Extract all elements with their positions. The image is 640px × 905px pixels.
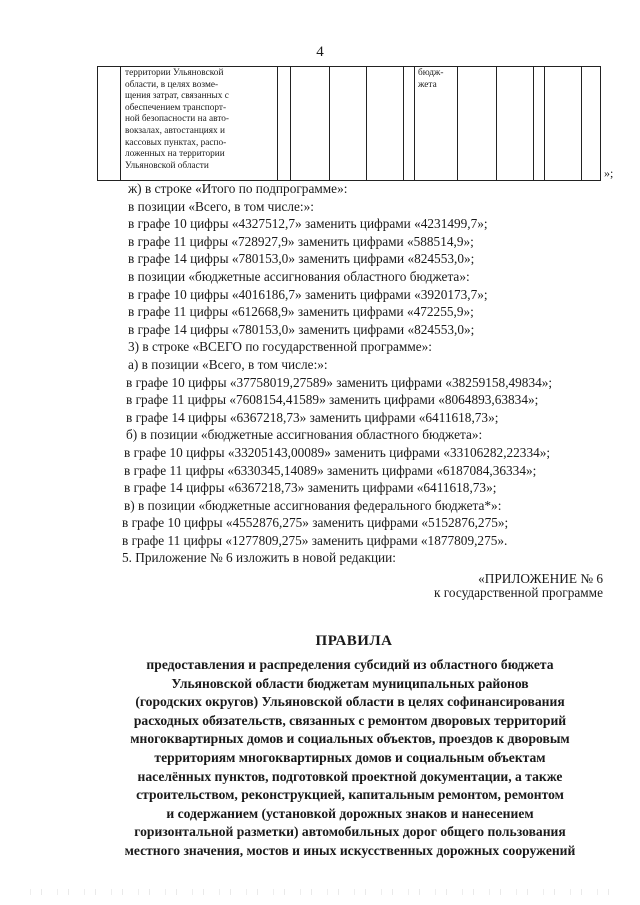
text-line: в графе 11 цифры «612668,9» заменить цифрами «472255,9»;: [128, 304, 474, 320]
table-row: [98, 67, 601, 181]
description-line: области, в целях возме-: [125, 79, 219, 90]
table-cell-description: [121, 67, 278, 181]
subtitle-line: и содержанием (установкой дорожных знаков и нанесением: [166, 805, 534, 821]
appendix-to-program: к государственной программе: [433, 585, 603, 600]
program-table-fragment: [97, 66, 601, 181]
text-line: в графе 11 цифры «728927,9» заменить цифрами «588514,9»;: [128, 233, 474, 249]
text-line: 3) в строке «ВСЕГО по государственной программе»:: [128, 339, 432, 355]
description-line: Ульяновской области: [125, 160, 209, 171]
description-line: щения затрат, связанных с: [125, 91, 229, 102]
text-line: в графе 10 цифры «33205143,00089» заменить цифрами «33106282,22334»;: [124, 444, 551, 460]
text-line: в графе 11 цифры «1277809,275» заменить цифрами «1877809,275».: [122, 532, 508, 548]
text-line: в позиции «Всего, в том числе:»:: [128, 198, 314, 214]
budget-line: бюдж-: [418, 68, 444, 78]
page-number: 4: [316, 44, 324, 60]
table-cell-budget: [415, 67, 458, 181]
text-line: ж) в строке «Итого по подпрограмме»:: [128, 181, 348, 196]
table-cell-empty: [278, 67, 291, 181]
table-cell-empty: [367, 67, 404, 181]
text-line: в графе 14 цифры «6367218,73» заменить цифрами «6411618,73»;: [126, 409, 499, 425]
table-cell-empty: [534, 67, 545, 181]
text-line: 5. Приложение № 6 изложить в новой редакции:: [122, 550, 396, 566]
text-line: б) в позиции «бюджетные ассигнования областного бюджета»:: [126, 427, 483, 443]
text-line: в графе 10 цифры «37758019,27589» заменить цифрами «38259158,49834»;: [126, 374, 553, 390]
subtitle-line: населённых пунктов, подготовкой проектной документации, а также: [137, 768, 563, 784]
text-line: в графе 14 цифры «6367218,73» заменить цифрами «6411618,73»;: [124, 480, 497, 496]
table-cell-empty: [330, 67, 367, 181]
subtitle-line: территориям многоквартирных домов и социальным объектам: [154, 749, 546, 765]
subtitle-line: горизонтальной разметки) автомобильных дорог общего пользования: [134, 824, 566, 840]
text-line: в графе 11 цифры «7608154,41589» заменить цифрами «8064893,63834»;: [126, 392, 539, 408]
text-line: в графе 14 цифры «780153,0» заменить цифрами «824553,0»;: [128, 321, 475, 337]
description-line: ной безопасности на авто-: [125, 114, 230, 125]
description-line: вокзалах, автостанциях и: [125, 125, 225, 136]
subtitle-line: местного значения, мостов и иных искусственных дорожных сооружений: [124, 842, 576, 858]
rules-subtitle: [60, 656, 640, 861]
text-line: в графе 10 цифры «4327512,7» заменить цифрами «4231499,7»;: [128, 216, 488, 232]
text-line: в графе 14 цифры «780153,0» заменить цифрами «824553,0»;: [128, 251, 475, 267]
text-line: в графе 10 цифры «4552876,275» заменить цифрами «5152876,275»;: [122, 515, 509, 531]
text-line: а) в позиции «Всего, в том числе:»:: [128, 356, 328, 372]
table-cell-empty: [291, 67, 330, 181]
table-cell-empty: [98, 67, 121, 181]
description-line: кассовых пунктах, распо-: [125, 137, 227, 148]
subtitle-line: Ульяновской области бюджетам муниципальных районов: [171, 675, 529, 691]
scan-noise: [30, 889, 610, 895]
table-closing-quote: »;: [604, 166, 614, 180]
text-line: в графе 11 цифры «6330345,14089» заменить цифрами «6187084,36334»;: [124, 462, 537, 478]
text-line: в графе 10 цифры «4016186,7» заменить цифрами «3920173,7»;: [128, 286, 488, 302]
description-line: обеспечением транспорт-: [125, 102, 227, 113]
text-line: в) в позиции «бюджетные ассигнования федерального бюджета*»:: [124, 497, 502, 513]
table-cell-empty: [497, 67, 534, 181]
subtitle-line: многоквартирных домов и социальных объектов, проездов к дворовым: [130, 731, 570, 747]
rules-title: ПРАВИЛА: [315, 633, 393, 649]
description-line: территории Ульяновской: [125, 68, 224, 78]
subtitle-line: предоставления и распределения субсидий из областного бюджета: [146, 657, 554, 672]
subtitle-line: строительством, реконструкцией, капитальным ремонтом, ремонтом: [136, 787, 564, 803]
description-line: ложенных на территории: [125, 149, 225, 160]
budget-line: жета: [418, 79, 437, 90]
table-cell-empty: [404, 67, 415, 181]
table-cell-empty: [458, 67, 497, 181]
subtitle-line: расходных обязательств, связанных с ремонтом дворовых территорий: [133, 712, 567, 728]
table-cell-empty: [545, 67, 582, 181]
subtitle-line: (городских округов) Ульяновской области в целях софинансирования: [135, 694, 565, 710]
text-line: в позиции «бюджетные ассигнования областного бюджета»:: [128, 268, 470, 284]
table-cell-empty: [582, 67, 601, 181]
amendment-text: [111, 180, 611, 567]
appendix-label: «ПРИЛОЖЕНИЕ № 6: [478, 571, 603, 586]
